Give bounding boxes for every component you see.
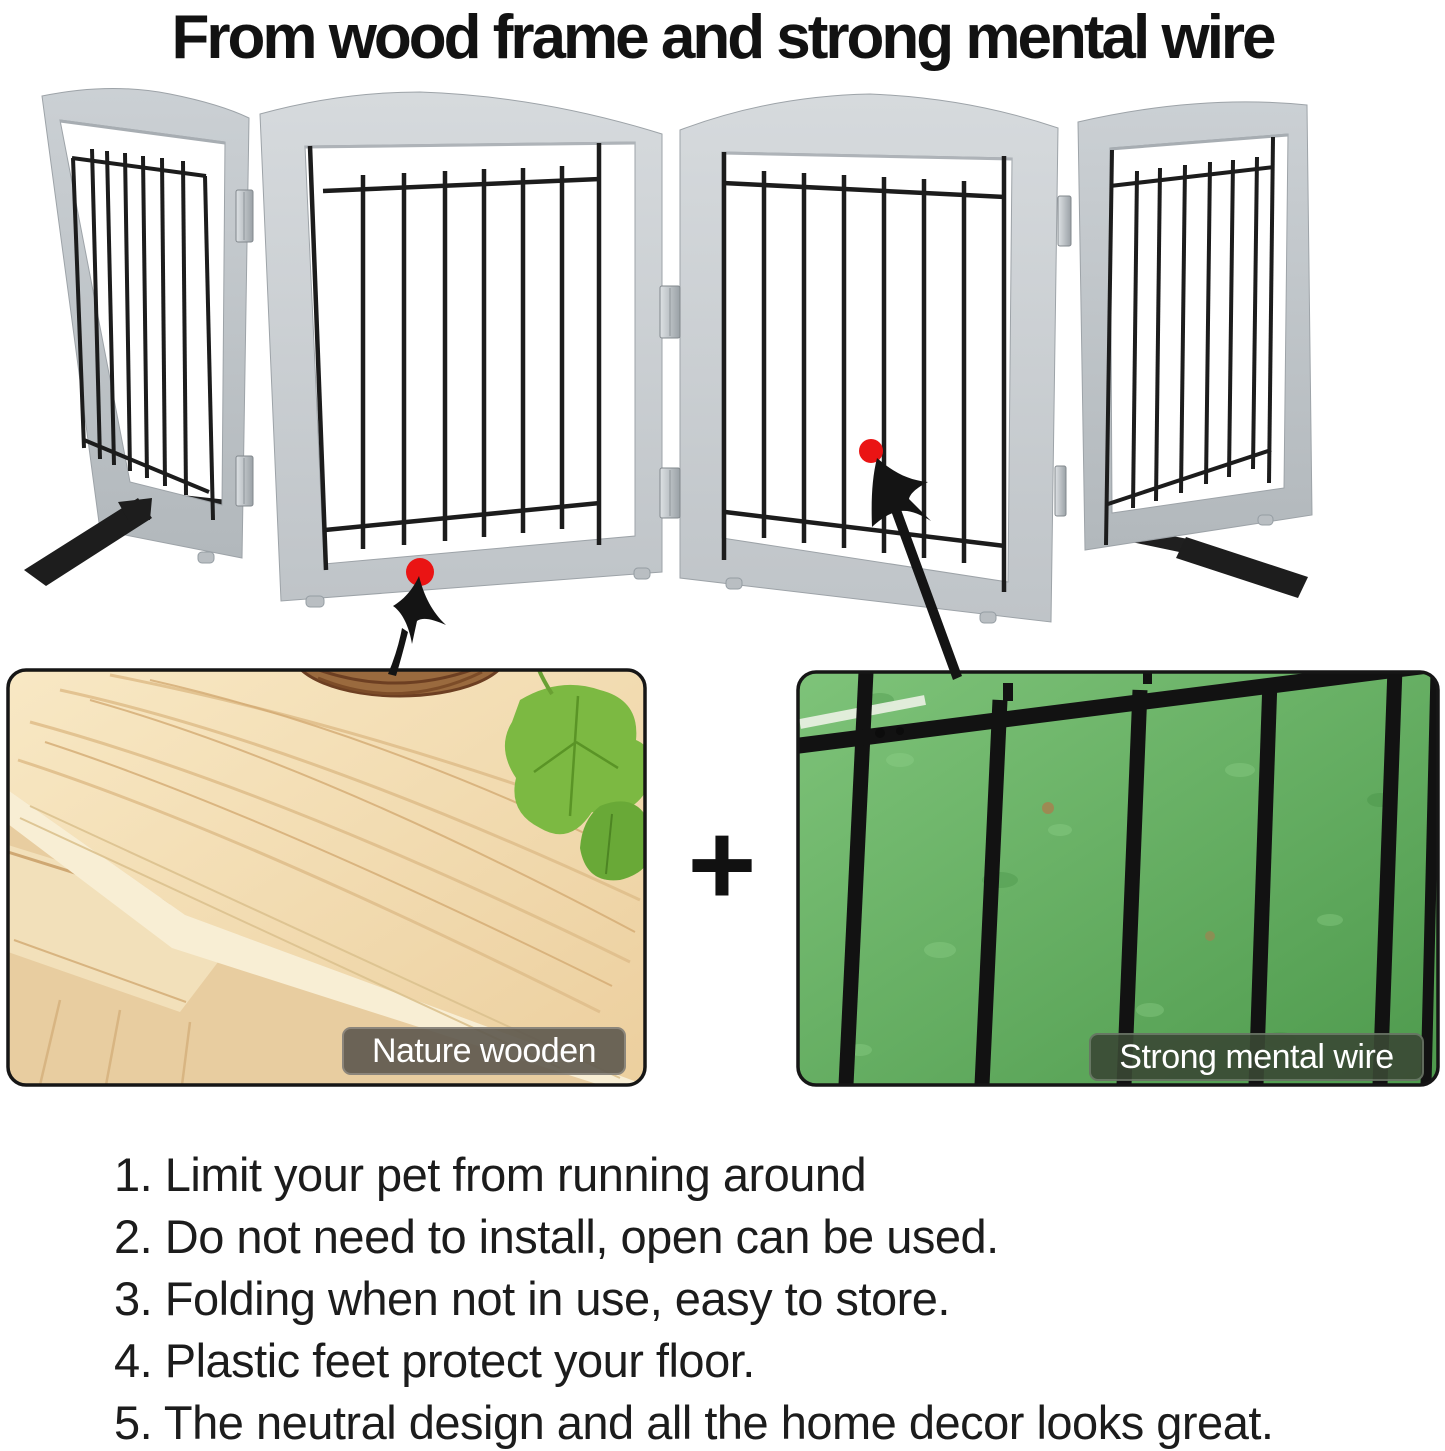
gate-panel-4 <box>1078 102 1312 550</box>
plus-icon: + <box>687 799 757 931</box>
feature-item-5: 5. The neutral design and all the home decor looks great. <box>114 1396 1274 1449</box>
wire-bars <box>723 152 1005 592</box>
page-title: From wood frame and strong mental wire <box>171 3 1274 72</box>
gate-photo <box>24 88 1312 623</box>
gate-panel-1 <box>42 88 249 558</box>
callout-dot-wire-icon <box>859 439 883 463</box>
support-foot-right <box>1176 537 1308 598</box>
feature-item-1: 1. Limit your pet from running around <box>114 1148 867 1201</box>
gate-panel-3 <box>680 94 1058 622</box>
wire-bars <box>310 143 600 570</box>
wire-label-chip: Strong mental wire <box>1089 1033 1424 1081</box>
gate-panel-2 <box>260 92 662 601</box>
feature-item-4: 4. Plastic feet protect your floor. <box>114 1334 755 1387</box>
support-foot-left <box>24 498 152 586</box>
feature-item-2: 2. Do not need to install, open can be used. <box>114 1210 999 1263</box>
wire-inset-photo <box>796 664 1440 1085</box>
wire-bars <box>1106 137 1274 545</box>
feature-list <box>114 1144 1273 1451</box>
feature-item-3: 3. Folding when not in use, easy to store. <box>114 1272 950 1325</box>
wood-label-chip: Nature wooden <box>342 1027 626 1075</box>
wood-inset-photo <box>8 608 653 1085</box>
